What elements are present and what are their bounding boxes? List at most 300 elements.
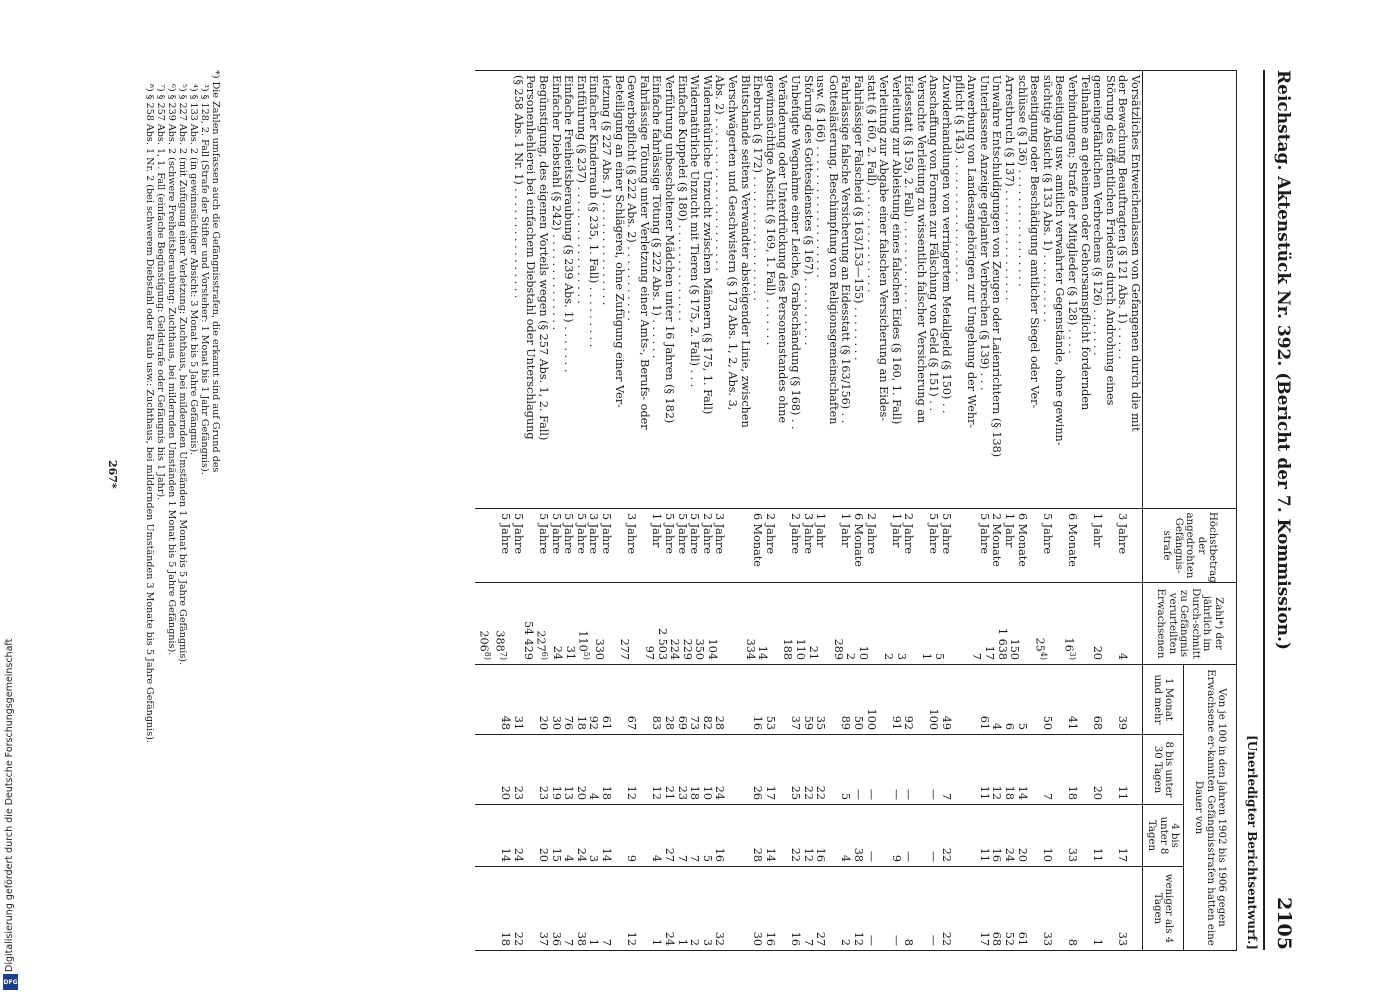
row-description-line: Beseitigung oder Beschädigung amtlicher Siegel oder Ver- [1028,75,1042,409]
row-description [511,75,536,504]
column-under-4-days [475,867,1142,951]
cell-c1: 48 [499,715,513,730]
cell-c2: 26 [751,785,765,800]
row-description-line: Personenhehlerei bei einfachem Diebstahl oder Unterschlagung [524,75,538,440]
row-description-line: Widernatürliche Unzucht mit Tieren (§ 175, 2. Fall) . . . [688,75,702,388]
row-description [675,75,688,504]
cell-c1: 67 [625,715,639,730]
cell-c2 [952,739,965,800]
dfg-logo-icon: DFG [3,974,18,990]
row-description [788,75,801,504]
row-description-line: gewinnsüchtige Absicht (§ 169, 1. Fall) . . . . . . . [763,75,777,346]
cell-c2: 17 [763,785,777,800]
cell-max: 5 Jahre [688,513,702,555]
cell-c1: 82 [700,715,714,730]
cell-c3: 10 [1040,847,1054,862]
cell-c1: 4 [990,722,1004,730]
page-header [1263,70,1299,950]
row-description-line: Abs. 2) . . . . . . . . . . . . . . . . . . . . . . [713,75,727,272]
cell-c3: 24 [574,847,588,862]
row-description [1091,75,1116,504]
footnote-marker: 6) [540,651,550,660]
cell-count: 97 [642,645,656,660]
cell-c4: — [927,934,941,947]
cell-c1: 39 [1116,715,1130,730]
cell-c3: 9 [625,854,639,862]
cell-c1: 73 [688,715,702,730]
row-description-line: Veränderung oder Unterdrückung des Personenstandes ohne [776,75,790,424]
cell-c3: 28 [751,847,765,862]
cell-count: 110 [794,638,808,660]
cell-c4: 61 [1015,931,1029,947]
row-description-line: Gotteslästerung, Beschimpfung von Religionsgemeinschaften [826,75,840,425]
page-header-title: Reichstag. Aktenstück Nr. 392. (Bericht der 7. Kommission.) [1273,70,1293,651]
row-description-line: Eidesstatt (§ 159, 2. Fall) . . . . . . . . . . . . . [902,75,916,310]
cell-c2: 12 [625,785,639,800]
cell-c3: 4 [562,854,576,862]
cell-c1: 91 [889,715,903,730]
row-description-line: Fahrlässiger Falscheid (§ 163/153—155) . . . . . . . . [851,75,865,361]
cell-c3: — [927,850,941,862]
cell-c2: 22 [814,785,828,800]
cell-c2: 10 [700,785,714,800]
cell-c1: 83 [650,715,664,730]
cell-c4: 2 [839,938,853,947]
header-col-8-30-days: 8 bis unter 30 Tagen [1143,735,1184,805]
cell-c4 [952,871,965,946]
cell-max: 1 Jahr [839,513,853,548]
cell-count: 188 [781,638,795,660]
footnote-marker: 5) [582,651,591,660]
row-description-line: Blutschande seitens Verwandter absteigender Linie, zwischen [738,75,752,428]
cell-c2: 22 [801,785,815,800]
header-col-1-month: 1 Monat und mehr [1143,665,1184,735]
cell-count: 2 503 [655,627,669,660]
scanned-page [106,40,1299,980]
cell-c2: 11 [1116,785,1130,800]
row-description [902,75,927,504]
header-duration-group: Von je 100 in den Jahren 1902 bis 1906 gegen Erwachsene er-kannten Gefängnisstrafen hatten eine Dauer von [1184,665,1237,951]
cell-max: 1 Jahr [889,513,903,548]
cell-c2: 21 [663,785,677,800]
cell-c2: 24 [713,785,727,800]
cell-count: 31 [563,645,577,660]
cell-max: 5 Jahre [574,513,588,555]
footnote-line: ⁷) § 257 Abs. 1, 1. Fall (einfache Begünstigung: Geldstrafe oder Gefängnis bis 1 Jahr). [155,84,166,501]
cell-c4: 8 [902,938,916,947]
cell-c3: 9 [889,854,903,862]
cell-c3: 38 [851,847,865,862]
row-description [1002,75,1015,504]
cell-c1: 100 [927,708,941,730]
cell-c2: 25 [788,785,802,800]
cell-c3: 16 [814,847,828,862]
header-max-penalty: Höchstbetrag der angedrohten Gefängnis-strafe [1143,509,1237,583]
row-description [1116,75,1141,504]
row-description-line: pflicht (§ 143) . . . . . . . . . . . . . . . . . . [952,75,966,282]
cell-max: 1 Jahr [1003,513,1017,548]
row-description-line: letzung (§ 227 Abs. 1) . . . . . . . . . . . . . . . [600,75,614,306]
cell-max: 3 Jahre [625,513,639,555]
cell-c1: 5 [1015,722,1029,730]
row-description [839,75,852,504]
cell-c3: 24 [1003,847,1017,862]
cell-c1: 37 [788,715,802,730]
cell-c1: 68 [1091,715,1105,730]
cell-c4: 16 [763,931,777,947]
cell-max: 5 Jahre [600,513,614,555]
cell-c2: — [927,788,941,800]
footnote-line: ⁵) § 227 Abs. 2 (mit Zufügung einer Verletzung: Zuchthaus, bei mildernden Umständen 1 Monat bis 5 Jahre Gefängnis). [177,84,188,666]
row-description [952,75,977,504]
row-description [990,75,1003,504]
row-description [625,75,650,504]
row-description-line: Verschwägerten und Geschwistern (§ 173 Abs. 1, 2, Abs. 3, [726,75,739,411]
row-description [549,75,562,504]
cell-c2: 20 [499,785,513,800]
row-description [700,75,713,504]
row-description-line: Verbindungen; Strafe der Mitglieder (§ 128) . . . . [1066,75,1080,354]
credit-text: Digitalisierung gefördert durch die Deutsche Forschungsgemeinschaft [4,638,15,972]
cell-max [952,513,965,578]
cell-max: 6 Monate [851,513,865,567]
row-description-line: Verführung unbescholtener Mädchen unter 16 Jahren (§ 182) [663,75,677,424]
cell-c4: 33 [1116,931,1130,947]
row-description-line: gemeingefährlichen Verbrechens (§ 126) . . . . . . . [1091,75,1105,356]
row-description [801,75,814,504]
row-description [977,75,990,504]
cell-c4: 7 [562,938,576,947]
cell-max: 6 Monate [1066,513,1080,567]
footnotes [144,70,221,950]
row-description-line: Arrestbruch (§ 137) . . . . . . . . . . . . . . . . [1003,75,1017,301]
cell-count: 2 [844,652,858,660]
cell-c4: 36 [549,931,563,947]
cell-count: 334 [743,638,757,660]
cell-c4: 7 [600,938,614,947]
row-description [1015,75,1040,504]
cell-c1: 18 [574,715,588,730]
cell-c2: 13 [562,785,576,800]
row-description [662,75,675,504]
row-description-line: Ehebruch (§ 172) . . . . . . . . . . . . . . . . . . [751,75,765,301]
footnote-line: ⁸) § 258 Abs. 1 Nr. 2 (bei schwerem Diebstahl oder Raub usw.: Zuchthaus, bei mildernden Umständen 3 Monate bis 5 Jahre Gefängnis). [144,84,155,743]
cell-count: 1 [920,652,934,660]
row-description-line: (§ 258 Abs. 1 Nr. 1) . . . . . . . . . . . . . . . . [511,75,525,299]
row-description-line: Fahrlässige falsche Versicherung an Eidesstatt (§ 163/156) . . [839,75,853,424]
cell-count: 25$^{4)}$ [1033,637,1049,660]
cell-c2: 14 [1015,785,1029,800]
cell-c2: 18 [1003,785,1017,800]
cell-c2: 23 [537,785,551,800]
cell-count: 24 [551,645,565,660]
footnote-line: *) Die Zahlen umfassen auch die Gefängnisstrafen, die erkannt sind auf Grund des [210,70,221,473]
row-description [574,75,587,504]
row-description-line: Störung des öffentlichen Friedens durch Androhung eines [1103,75,1117,406]
row-description [1065,75,1090,504]
cell-max: 2 Monate [990,513,1004,567]
footnote-marker: 4) [1039,651,1049,660]
cell-max: 1 Jahr [814,513,828,548]
row-description [1040,75,1065,504]
cell-c3: 5 [700,854,714,862]
cell-count: 7 [970,652,984,660]
cell-c3: 12 [801,847,815,862]
cell-c1: 89 [839,715,853,730]
cell-count: 277 [617,638,631,660]
cell-c4: 33 [1040,931,1054,947]
cell-count: 54 429 [522,620,536,660]
cell-c3: 17 [1116,847,1130,862]
cell-max: 5 Jahre [511,513,525,555]
row-description-line: Fahrlässige Tötung unter Verletzung einer Amts-, Berufs- oder [637,75,651,430]
cell-count: 330 [592,638,606,660]
row-description-line: Störung des Gottesdienstes (§ 167) . . . . . . . . . . [801,75,815,346]
row-description-line: Einfache Kuppelei (§ 180) . . . . . . . . . . . . . . [675,75,689,321]
row-description-line: Entführung (§ 237) . . . . . . . . . . . . . . . . . [574,75,588,305]
cell-c4: 16 [788,931,802,947]
cell-count: 14 [756,645,770,660]
table-header-row [1184,71,1237,951]
cell-count: 350 [693,638,707,660]
cell-c2: 19 [549,785,563,800]
cell-c4: 12 [851,931,865,947]
row-description-line: Unbefugte Wegnahme einer Leiche, Grabschändung (§ 168) . . [788,75,802,430]
row-description-line: Beteiligung an einer Schlägerei, ohne Zufügung einer Ver- [612,75,626,408]
footnote-marker: 7) [498,651,508,660]
cell-c3: 11 [977,847,991,862]
cell-c1: 41 [1066,715,1080,730]
cell-max: 5 Jahre [977,513,991,555]
column-4-8-days [475,805,1142,867]
cell-count: 224 [668,638,682,660]
row-description [537,75,550,504]
row-description [814,75,839,504]
row-description [763,75,788,504]
row-description-line: Anschaffung von Formen zur Fälschung von Geld (§ 151) . . [927,75,941,412]
digitization-credit [2,0,18,1000]
row-description-line: Versuchte Verleitung zu wissentlich falscher Versicherung an [914,75,928,424]
cell-max: 5 Jahre [537,513,551,555]
cell-count: 10 [857,645,871,660]
cell-c4: 8 [1066,938,1080,947]
cell-c3: 7 [688,854,702,862]
cell-max: 5 Jahre [927,513,941,555]
cell-max: 5 Jahre [562,513,576,555]
cell-c4: 37 [537,931,551,947]
cell-c1: 61 [600,715,614,730]
cell-c3: 20 [537,847,551,862]
column-1-month [475,665,1142,735]
cell-count: 104 [705,638,719,660]
row-description-line: usw. (§ 166) . . . . . . . . . . . . . . . . . . . [814,75,828,278]
row-description-line: Unterlassene Anzeige geplanter Verbrechen (§ 139) . . . [977,75,991,391]
row-description [599,75,624,504]
cell-c2: 20 [574,785,588,800]
cell-c3: 4 [839,854,853,862]
cell-c1: 30 [549,715,563,730]
cell-c4: 1 [650,938,664,947]
cell-c3: 22 [940,847,954,862]
row-description-line: Unwahre Entschuldigungen von Zeugen oder Laienrichtern (§ 138) [990,75,1004,458]
row-description [688,75,701,504]
cell-count [945,587,958,660]
footnote-line: ³) § 128, 2. Fall (Strafe der Stifter und Vorsteher: 1 Monat bis 1 Jahr Gefängnis). [199,84,210,475]
cell-c4: 18 [499,931,513,947]
cell-c3: — [902,850,916,862]
cell-c2: 7 [940,792,954,800]
cell-c3: 16 [990,847,1004,862]
cell-count: 5 [932,652,946,660]
cell-c1: 92 [587,715,601,730]
cell-c1: 92 [902,715,916,730]
column-annual-count [475,583,1142,665]
cell-c2: — [851,788,865,800]
cell-c4: 3 [700,938,714,947]
cell-max: 6 Monate [1015,513,1029,567]
cell-c4: 17 [977,931,991,947]
row-description-line: Vorsätzliches Entweichenlassen von Gefangenen durch die mit [1129,75,1142,432]
cell-max: 3 Jahre [801,513,815,555]
row-description-line: Einfache Freiheitsberaubung (§ 239 Abs. 1) . . . . . . . [562,75,576,373]
cell-c3: — [864,850,878,862]
cell-count: 16$^{3)}$ [1062,637,1078,660]
cell-max: 5 Jahre [663,513,677,555]
cell-c2: 18 [600,785,614,800]
cell-c4: 1 [675,938,689,947]
cell-max: 5 Jahre [1040,513,1054,555]
cell-c1: 28 [713,715,727,730]
row-description [940,75,953,504]
cell-count: 1 638 [995,627,1009,660]
cell-c4: 2 [688,938,702,947]
cell-c3: 14 [763,847,777,862]
cell-c1 [952,669,965,730]
cell-max: 5 Jahre [675,513,689,555]
cell-c2: 23 [511,785,525,800]
cell-c4: 22 [511,931,525,947]
cell-count: 229 [680,638,694,660]
header-col-4-8-days: 4 bis unter 8 Tagen [1143,805,1184,867]
cell-count: 21 [806,645,820,660]
draft-status-label: [Unerledigter Berichtsentwurf.] [1245,735,1259,950]
cell-c1: 6 [1003,722,1017,730]
row-description-line: süchtige Absicht (§ 133 Abs. 1) . . . . . . . . . . [1040,75,1054,323]
cell-c3 [952,809,965,862]
cell-c1: 100 [864,708,878,730]
cell-c1: 49 [940,715,954,730]
row-description-line: Widernatürliche Unzucht zwischen Männern (§ 175, 1. Fall) [700,75,714,415]
row-description-line: Beseitigung usw. amtlich verwahrter Gegenstände, ohne gewinn- [1053,75,1067,446]
row-description [889,75,902,504]
row-description-line: Zuwiderhandlungen von verringertem Metallgeld (§ 150) . . [940,75,954,414]
cell-c1: 53 [763,715,777,730]
cell-c1: 20 [537,715,551,730]
cell-c2: 23 [675,785,689,800]
cell-c3: 15 [549,847,563,862]
cell-count: 4 [1116,652,1130,660]
cell-c3: 4 [650,854,664,862]
cell-c4: 68 [990,931,1004,947]
cell-c4: 1 [1091,938,1105,947]
cell-count: 3 [894,652,908,660]
header-description [1143,71,1237,509]
cell-c2: 20 [1091,785,1105,800]
cell-c3: 33 [1066,847,1080,862]
cell-max: 2 Jahre [788,513,802,555]
footnote-marker: 8) [482,651,492,660]
cell-c1: 28 [663,715,677,730]
row-description [927,75,940,504]
cell-max: 3 Jahre [713,513,727,555]
cell-c1: 69 [675,715,689,730]
cell-c1: 50 [1040,715,1054,730]
row-description-line: Einfache fahrlässige Tötung (§ 222 Abs. 1) . . . . . . [650,75,664,359]
cell-c4: — [864,934,878,947]
cell-c3: 3 [587,854,601,862]
cell-c2: 18 [688,785,702,800]
cell-max: 5 Jahre [940,513,954,555]
cell-c2: 7 [1040,792,1054,800]
page-number: 2105 [1273,897,1295,950]
cell-max: 1 Jahr [1091,513,1105,548]
cell-c3: 24 [511,847,525,862]
cell-c2: 4 [587,792,601,800]
row-description [713,75,751,504]
cell-c2: 5 [839,792,853,800]
cell-c2: 12 [650,785,664,800]
row-description-line: Einfacher Diebstahl (§ 242) . . . . . . . . . . . . . . [549,75,563,331]
cell-count: 206$^{8)}$ [476,630,492,660]
row-description-line: Verleitung zur Abgabe einer falschen Versicherung an Eides- [877,75,891,422]
cell-c1: 76 [562,715,576,730]
row-description [864,75,889,504]
cell-max: 2 Jahre [700,513,714,555]
page-footer: 267* [106,460,119,489]
cell-c2: 18 [1066,785,1080,800]
cell-c3: 14 [600,847,614,862]
header-col-under-4-days: weniger als 4 Tagen [1143,867,1184,951]
cell-c3: 16 [713,847,727,862]
cell-c2: — [864,788,878,800]
cell-count: 227$^{6)}$ [534,630,550,660]
row-description-line: Anwerbung von Landesangehörigen zur Umgehung der Wehr- [965,75,979,429]
cell-c4: 7 [801,938,815,947]
cell-c3: 11 [1091,847,1105,862]
column-8-30-days [475,735,1142,805]
cell-c4: 30 [751,931,765,947]
cell-c3: 22 [788,847,802,862]
cell-max: 6 Monate [751,513,765,567]
row-description-line: Einfacher Kinderraub (§ 235, 1. Fall) . . . . . . . . . [587,75,601,348]
cell-c1: 50 [851,715,865,730]
cell-c4: 52 [1003,931,1017,947]
row-description-line: der Bewachung Beauftragten (§ 121 Abs. 1) . . . . . [1116,75,1130,360]
cell-c4: 27 [814,931,828,947]
cell-c4: 38 [574,931,588,947]
cell-c4: 32 [713,931,727,947]
cell-c4: 12 [625,931,639,947]
table-body-row [475,71,1142,951]
cell-c4: 22 [940,931,954,947]
column-max-penalty [475,509,1142,583]
statistics-table [475,70,1237,951]
row-description [562,75,575,504]
footnote-marker: 3) [1068,651,1078,660]
cell-c4: 1 [587,938,601,947]
cell-c2: 11 [977,785,991,800]
cell-max: 1 Jahr [650,513,664,548]
